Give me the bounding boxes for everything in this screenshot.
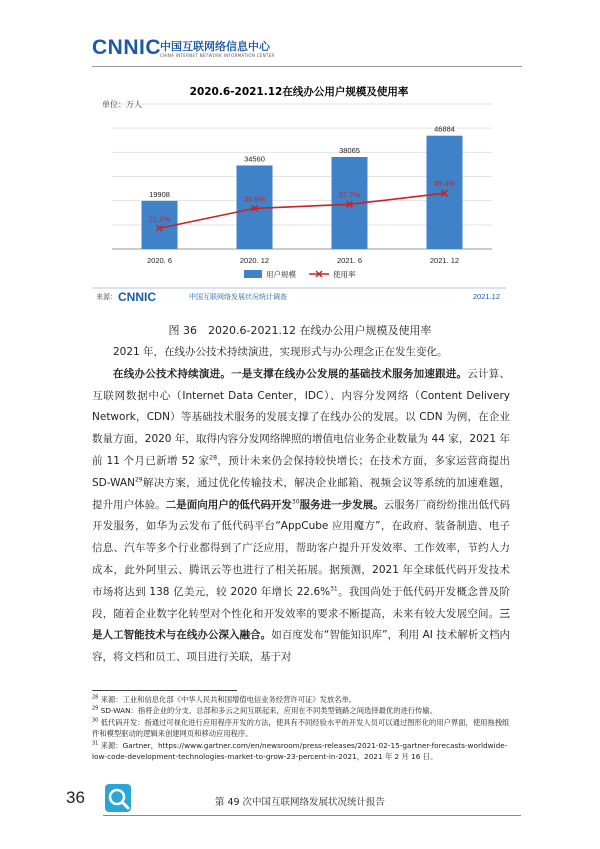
footer-rule xyxy=(103,815,521,816)
footnote-number: 30 xyxy=(92,717,99,724)
cnnic-logo-text: CNNIC xyxy=(92,36,161,59)
chart-source-date: 2021.12 xyxy=(472,292,500,301)
x-tick-label: 2021. 6 xyxy=(336,256,363,265)
text-run: 云计算、互联网数据中心（Internet Data Center，IDC）、内容分发网络（Content Delivery Network，CDN）等基础技术服务的发展支撑了在线办公的发展。以 CDN 为例，在企业数量方面，2020 年，取得内容分发网络牌照的增值电信业务企业数量为 44 家，2021 年前 11 个月已新增 52 家 xyxy=(92,367,511,467)
footnote-text: 低代码开发：指通过可视化进行应用程序开发的方法，使具有不同经验水平的开发人员可以通过图形化的用户界面，使用拖拽组件和模型驱动的逻辑来创建网页和移动应用程序。 xyxy=(92,717,510,739)
footnote xyxy=(92,740,512,763)
page-number: 36 xyxy=(66,788,85,807)
bold-phrase: 服务进一步发展。 xyxy=(299,498,384,511)
footnote-ref: 29 xyxy=(134,476,143,484)
line-value-label: 45.4% xyxy=(433,179,456,189)
footnote-number: 29 xyxy=(92,705,99,712)
chart-source-text: 中国互联网络发展状况统计调查 xyxy=(189,293,287,301)
chart-svg xyxy=(92,76,506,306)
line-usage-rate xyxy=(160,193,445,228)
footnote xyxy=(92,694,512,705)
body-text xyxy=(92,342,510,669)
footnote-number: 28 xyxy=(92,694,99,701)
footnotes xyxy=(92,694,512,762)
bar-value-label: 46884 xyxy=(434,124,455,134)
footnote xyxy=(92,717,512,740)
footnote-ref: 28 xyxy=(209,454,218,462)
x-tick-label: 2020. 6 xyxy=(146,256,173,265)
figure-caption: 图 36 2020.6-2021.12 在线办公用户规模及使用率 xyxy=(168,324,432,337)
footnote xyxy=(92,705,512,716)
chart-source-logo: CNNIC xyxy=(118,290,156,304)
text-run: 云服务厂商纷纷推出低代码开发服务，如华为云发布了低代码平台“AppCube 应用魔方”，在政府、装备制造、电子信息、汽车等多个行业都得到了广泛应用，帮助客户提升开发效率、工作效率，节约人力成本，此外阿里云、腾讯云等也进行了相关拓展。据预测，2021 年全球低代码开发技术市场将达到 138 亿美元，较 2020 年增长 22.6% xyxy=(92,498,511,598)
header-rule xyxy=(92,66,522,67)
footnote-text: 来源：工业和信息化部《中华人民共和国增值电信业务经营许可证》发放名单。 xyxy=(98,695,357,704)
paragraph-2 xyxy=(92,364,510,669)
legend-label-usage-rate: 使用率 xyxy=(333,270,356,279)
bar-value-label: 19908 xyxy=(149,189,170,199)
footnote-text: SD-WAN：指将企业的分支、总部和多云之间互联起来，应用在不同类型链路之间选择最优的进行传输。 xyxy=(98,706,438,716)
chart-unit-label: 单位：万人 xyxy=(102,100,142,109)
bold-phrase: 三是人工智能技术与在线办公深入融合。 xyxy=(92,607,510,642)
footnote-ref: 30 xyxy=(291,498,300,506)
chart xyxy=(92,76,506,306)
bar-value-label: 38065 xyxy=(339,146,360,156)
line-value-label: 34.9% xyxy=(243,194,266,204)
footnote-ref: 31 xyxy=(330,585,338,593)
legend-label-user-scale: 用户规模 xyxy=(266,270,296,279)
footnote-text: 来源：Gartner，https://www.gartner.com/en/newsroom/press-releases/2021-02-15-gartner-forecasts-worldwide-low-code-development-technologies-market-to-grow-23-percent-in-2021，2021 年 2 月 16 日。 xyxy=(92,740,508,762)
bar-value-label: 34560 xyxy=(244,154,265,164)
text-run: 。我国尚处于低代码开发概念普及阶段，随着企业数字化转型对个性化和开发效率的要求不断提高，未来有较大发展空间。 xyxy=(92,585,511,620)
legend-swatch-user-scale xyxy=(244,270,262,278)
chart-source-prefix: 来源： xyxy=(96,293,117,301)
paragraph-1: 2021 年，在线办公技术持续演进，实现形式与办公理念正在发生变化。 xyxy=(113,346,448,358)
text-run: 如百度发布“智能知识库”，利用 AI 技术解析文档内容，将文档和员工、项目进行关联，基于对 xyxy=(92,629,510,664)
footer-report-title: 第 49 次中国互联网络发展状况统计报告 xyxy=(214,797,386,808)
chart-title: 2020.6-2021.12在线办公用户规模及使用率 xyxy=(189,86,409,98)
text-run: ，预计未来仍会保持较快增长；在技术方面，多家运营商提出 SD-WAN xyxy=(92,454,510,489)
cnnic-logo-english: CHINA INTERNET NETWORK INFORMATION CENTER xyxy=(160,53,275,58)
bold-phrase: 二是面向用户的低代码开发 xyxy=(165,498,292,511)
footnote-number: 31 xyxy=(92,740,99,747)
line-value-label: 21.2% xyxy=(148,214,171,224)
cnnic-logo-chinese: 中国互联网络信息中心 xyxy=(160,40,270,53)
x-tick-label: 2020. 12 xyxy=(239,256,270,265)
bold-phrase: 在线办公技术持续演进。一是支撑在线办公发展的基础技术服务加速跟进。 xyxy=(113,367,468,380)
text-run: 解决方案，通过优化传输技术，解决企业邮箱、视频会议等系统的加速难题，提升用户体验。 xyxy=(92,476,510,511)
line-value-label: 37.7% xyxy=(338,190,361,200)
footnote-rule xyxy=(92,690,237,691)
x-tick-label: 2021. 12 xyxy=(429,256,460,265)
